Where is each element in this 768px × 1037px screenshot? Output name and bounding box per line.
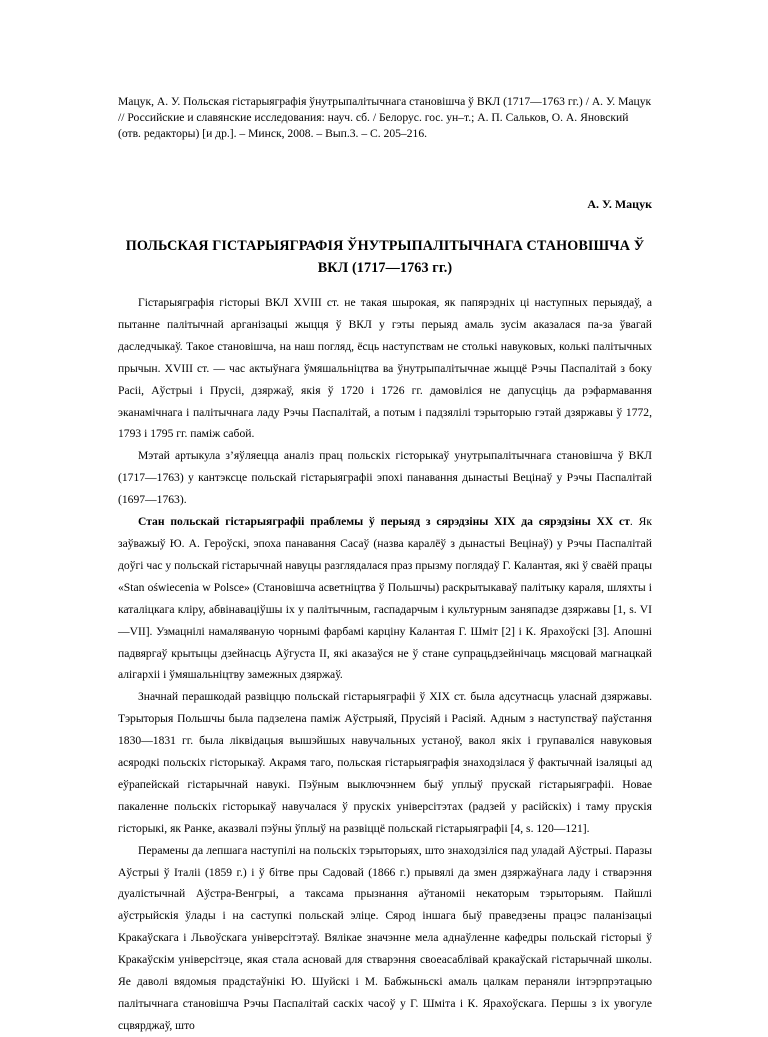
- article-body: [118, 292, 652, 1037]
- paragraph-5: Перамены да лепшага наступілі на польскіх тэрыторыях, што знаходзіліся пад уладай Аўстрыі. Паразы Аўстрыі ў Італіі (1859 г.) і ў бітве пры Садовай (1866 г.) прывялі да змен дзяржаўнага ладу і стварэння дуалістычнай Аўстра-Венгрыі, а таксама прызнання аўтаноміі некаторым тэрыторыям. Пайшлі аўстрыйскія ўлады і на саступкі польскай эліце. Сярод іншага быў праведзены працэс паланізацыі Кракаўскага і Львоўскага універсітэтаў. Вялікае значэнне мела аднаўленне кафедры польскай гісторыі ў Кракаўскім універсітэце, якая стала асновай для стварэння своеасаблівай кракаўскай гістарычнай школы. Яе даволі вядомыя прадстаўнікі Ю. Шуйскі і М. Бабжыньскі амаль цалкам пераняли інтэрпрэтацыю палітычнага становішча Рэчы Паспалітай саскіх часоў у Г. Шміта і К. Ярахоўскага. Першы з іх увогуле сцвярджаў, што: [118, 843, 652, 1032]
- section-heading: Стан польскай гістарыяграфіі праблемы ў перыяд з сярэдзіны XIX да сярэдзіны XX ст: [138, 515, 630, 529]
- paragraph-3: [118, 511, 652, 686]
- paragraph-3-text: . Як заўважыў Ю. А. Героўскі, эпоха панавання Сасаў (назва каралёў з дынастыі Вецінаў) у Рэчы Паспалітай доўгі час у польскай гістарычнай навуцы разглядалася праз прызму поглядаў Г. Калантая, які ў сваёй працы «Stan oświecenia w Polsce» (Становішча асветніцтва ў Польшчы) раскрытыкаваў палітыку караля, шляхты і каталіцкага кліру, абвінаваціўшы іх у палітычным, гаспадарчым і культурным заняпадзе дзяржавы [1, s. VI—VII]. Узмацнілі намаляваную чорнымі фарбамі карціну Калантая Г. Шміт [2] і К. Ярахоўскі [3]. Апошні падвяргаў крытыцы дзейнасць Аўгуста II, які аказаўся не ў стане супрацьдзейнічаць мясцовай магнацкай алігархіі і ўмяшальніцтву замежных дзяржаў.: [118, 515, 653, 682]
- bibliographic-citation: Мацук, А. У. Польская гістарыяграфія ўнутрыпалітычнага становішча ў ВКЛ (1717—1763 гг.) / А. У. Мацук // Российские и славянские исследования: науч. сб. / Белорус. гос. ун–т.; А. П. Сальков, О. А. Яновский (отв. редакторы) [и др.]. – Минск, 2008. – Вып.3. – С. 205–216.: [118, 95, 652, 140]
- paragraph-1: Гістарыяграфія гісторыі ВКЛ XVIII ст. не такая шырокая, як папярэдніх ці наступных перыядаў, а пытанне палітычнай арганізацыі жыцця ў ВКЛ у гэты перыяд амаль зусім аказалася па-за ўвагай даследчыкаў. Такое становішча, на наш погляд, ёсць наступствам не столькі навуковых, колькі палітычных прычын. XVIII ст. — час актыўнага ўмяшальніцтва ва ўнутрыпалітычнае жыццё Рэчы Паспалітай з боку Расіі, Аўстрыі і Прусіі, дзяржаў, якія ў 1720 і 1726 гг. дамовіліся не дапусціць да рэфармавання эканамічнага і палітычнага ладу Рэчы Паспалітай, а потым і падзялілі тэрыторыю гэтай дзяржавы ў 1772, 1793 і 1795 гг. паміж сабой.: [118, 296, 652, 441]
- paragraph-2: Мэтай артыкула з’яўляецца аналіз прац польскіх гісторыкаў унутрыпалітычнага становішча ў ВКЛ (1717—1763) у кантэксце польскай гістарыяграфіі эпохі панавання дынастыі Вецінаў у Рэчы Паспалітай (1697—1763).: [118, 449, 652, 507]
- document-page: [118, 94, 652, 1037]
- article-title: ПОЛЬСКАЯ ГІСТАРЫЯГРАФІЯ ЎНУТРЫПАЛІТЫЧНАГА СТАНОВІШЧА Ў ВКЛ (1717—1763 гг.): [125, 238, 645, 276]
- paragraph-4: Значнай перашкодай развіццю польскай гістарыяграфіі ў XIX ст. была адсутнасць уласнай дзяржавы. Тэрыторыя Польшчы была падзелена паміж Аўстрыяй, Прусіяй і Расіяй. Адным з наступстваў паўстання 1830—1831 гг. была ліквідацыя вышэйшых навучальных устаноў, вакол якіх і групаваліся навуковыя асяродкі польскіх гісторыкаў. Акрамя таго, польская гістарыяграфія знаходзілася ў фактычнай ізаляцыі ад еўрапейскай гістарычнай навукі. Пэўным выключэннем быў уплыў прускай гістарыяграфіі. Новае пакаленне польскіх гісторыкаў навучалася ў прускіх універсітэтах (радзей у расійскіх) і таму прускія гісторыкі, як Ранке, аказвалі пэўны ўплыў на развіццё польскай гістарыяграфіі [4, s. 120—121].: [118, 690, 652, 835]
- author-name: А. У. Мацук: [587, 197, 652, 211]
